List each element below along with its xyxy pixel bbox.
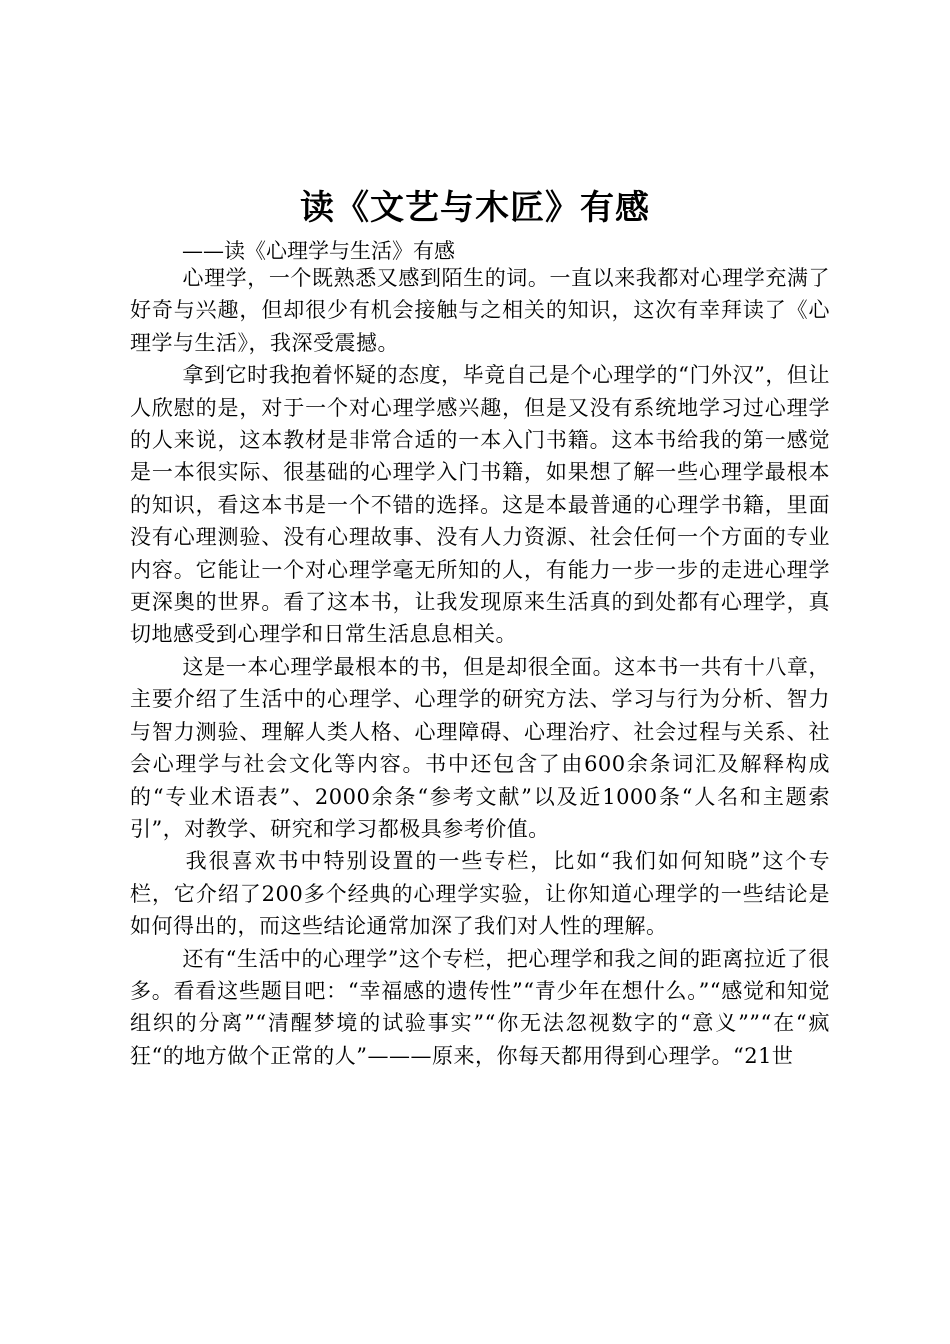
page-title: 读《文艺与木匠》有感 [300,188,650,228]
paragraph-1: 心理学，一个既熟悉又感到陌生的词。一直以来我都对心理学充满了好奇与兴趣，但却很少有机会接触与之相关的知识，这次有幸拜读了《心理学与生活》，我深受震撼。 [130,266,830,355]
page-subtitle: ——读《心理学与生活》有感 [182,239,455,263]
paragraph-2: 拿到它时我抱着怀疑的态度，毕竟自己是个心理学的“门外汉”，但让人欣慰的是，对于一个对心理学感兴趣，但是又没有系统地学习过心理学的人来说，这本教材是非常合适的一本入门书籍。这本书给我的第一感觉是一本很实际、很基础的心理学入门书籍，如果想了解一些心理学最根本的知识，看这本书是一个不错的选择。这是本最普通的心理学书籍，里面没有心理测验、没有心理故事、没有人力资源、社会任何一个方面的专业内容。它能让一个对心理学毫无所知的人，有能力一步一步的走进心理学更深奥的世界。看了这本书，让我发现原来生活真的到处都有心理学，真切地感受到心理学和日常生活息息相关。 [130,363,830,647]
document-body [130,262,830,1072]
paragraph-3: 这是一本心理学最根本的书，但是却很全面。这本书一共有十八章，主要介绍了生活中的心理学、心理学的研究方法、学习与行为分析、智力与智力测验、理解人类人格、心理障碍、心理治疗、社会过程与关系、社会心理学与社会文化等内容。书中还包含了由600余条词汇及解释构成的“专业术语表”、2000余条“参考文献”以及近1000条“人名和主题索引”，对教学、研究和学习都极具参考价值。 [130,654,830,841]
paragraph-5: 还有“生活中的心理学”这个专栏，把心理学和我之间的距离拉近了很多。看看这些题目吧：“幸福感的遗传性”“青少年在想什么。”“感觉和知觉组织的分离”“清醒梦境的试验事实”“你无法忽视数字的“意义””“在“疯狂“的地方做个正常的人”———原来，你每天都用得到心理学。“21世 [130,946,830,1068]
paragraph-4: 我很喜欢书中特别设置的一些专栏，比如“我们如何知晓”这个专栏，它介绍了200多个经典的心理学实验，让你知道心理学的一些结论是如何得出的，而这些结论通常加深了我们对人性的理解。 [130,849,830,939]
